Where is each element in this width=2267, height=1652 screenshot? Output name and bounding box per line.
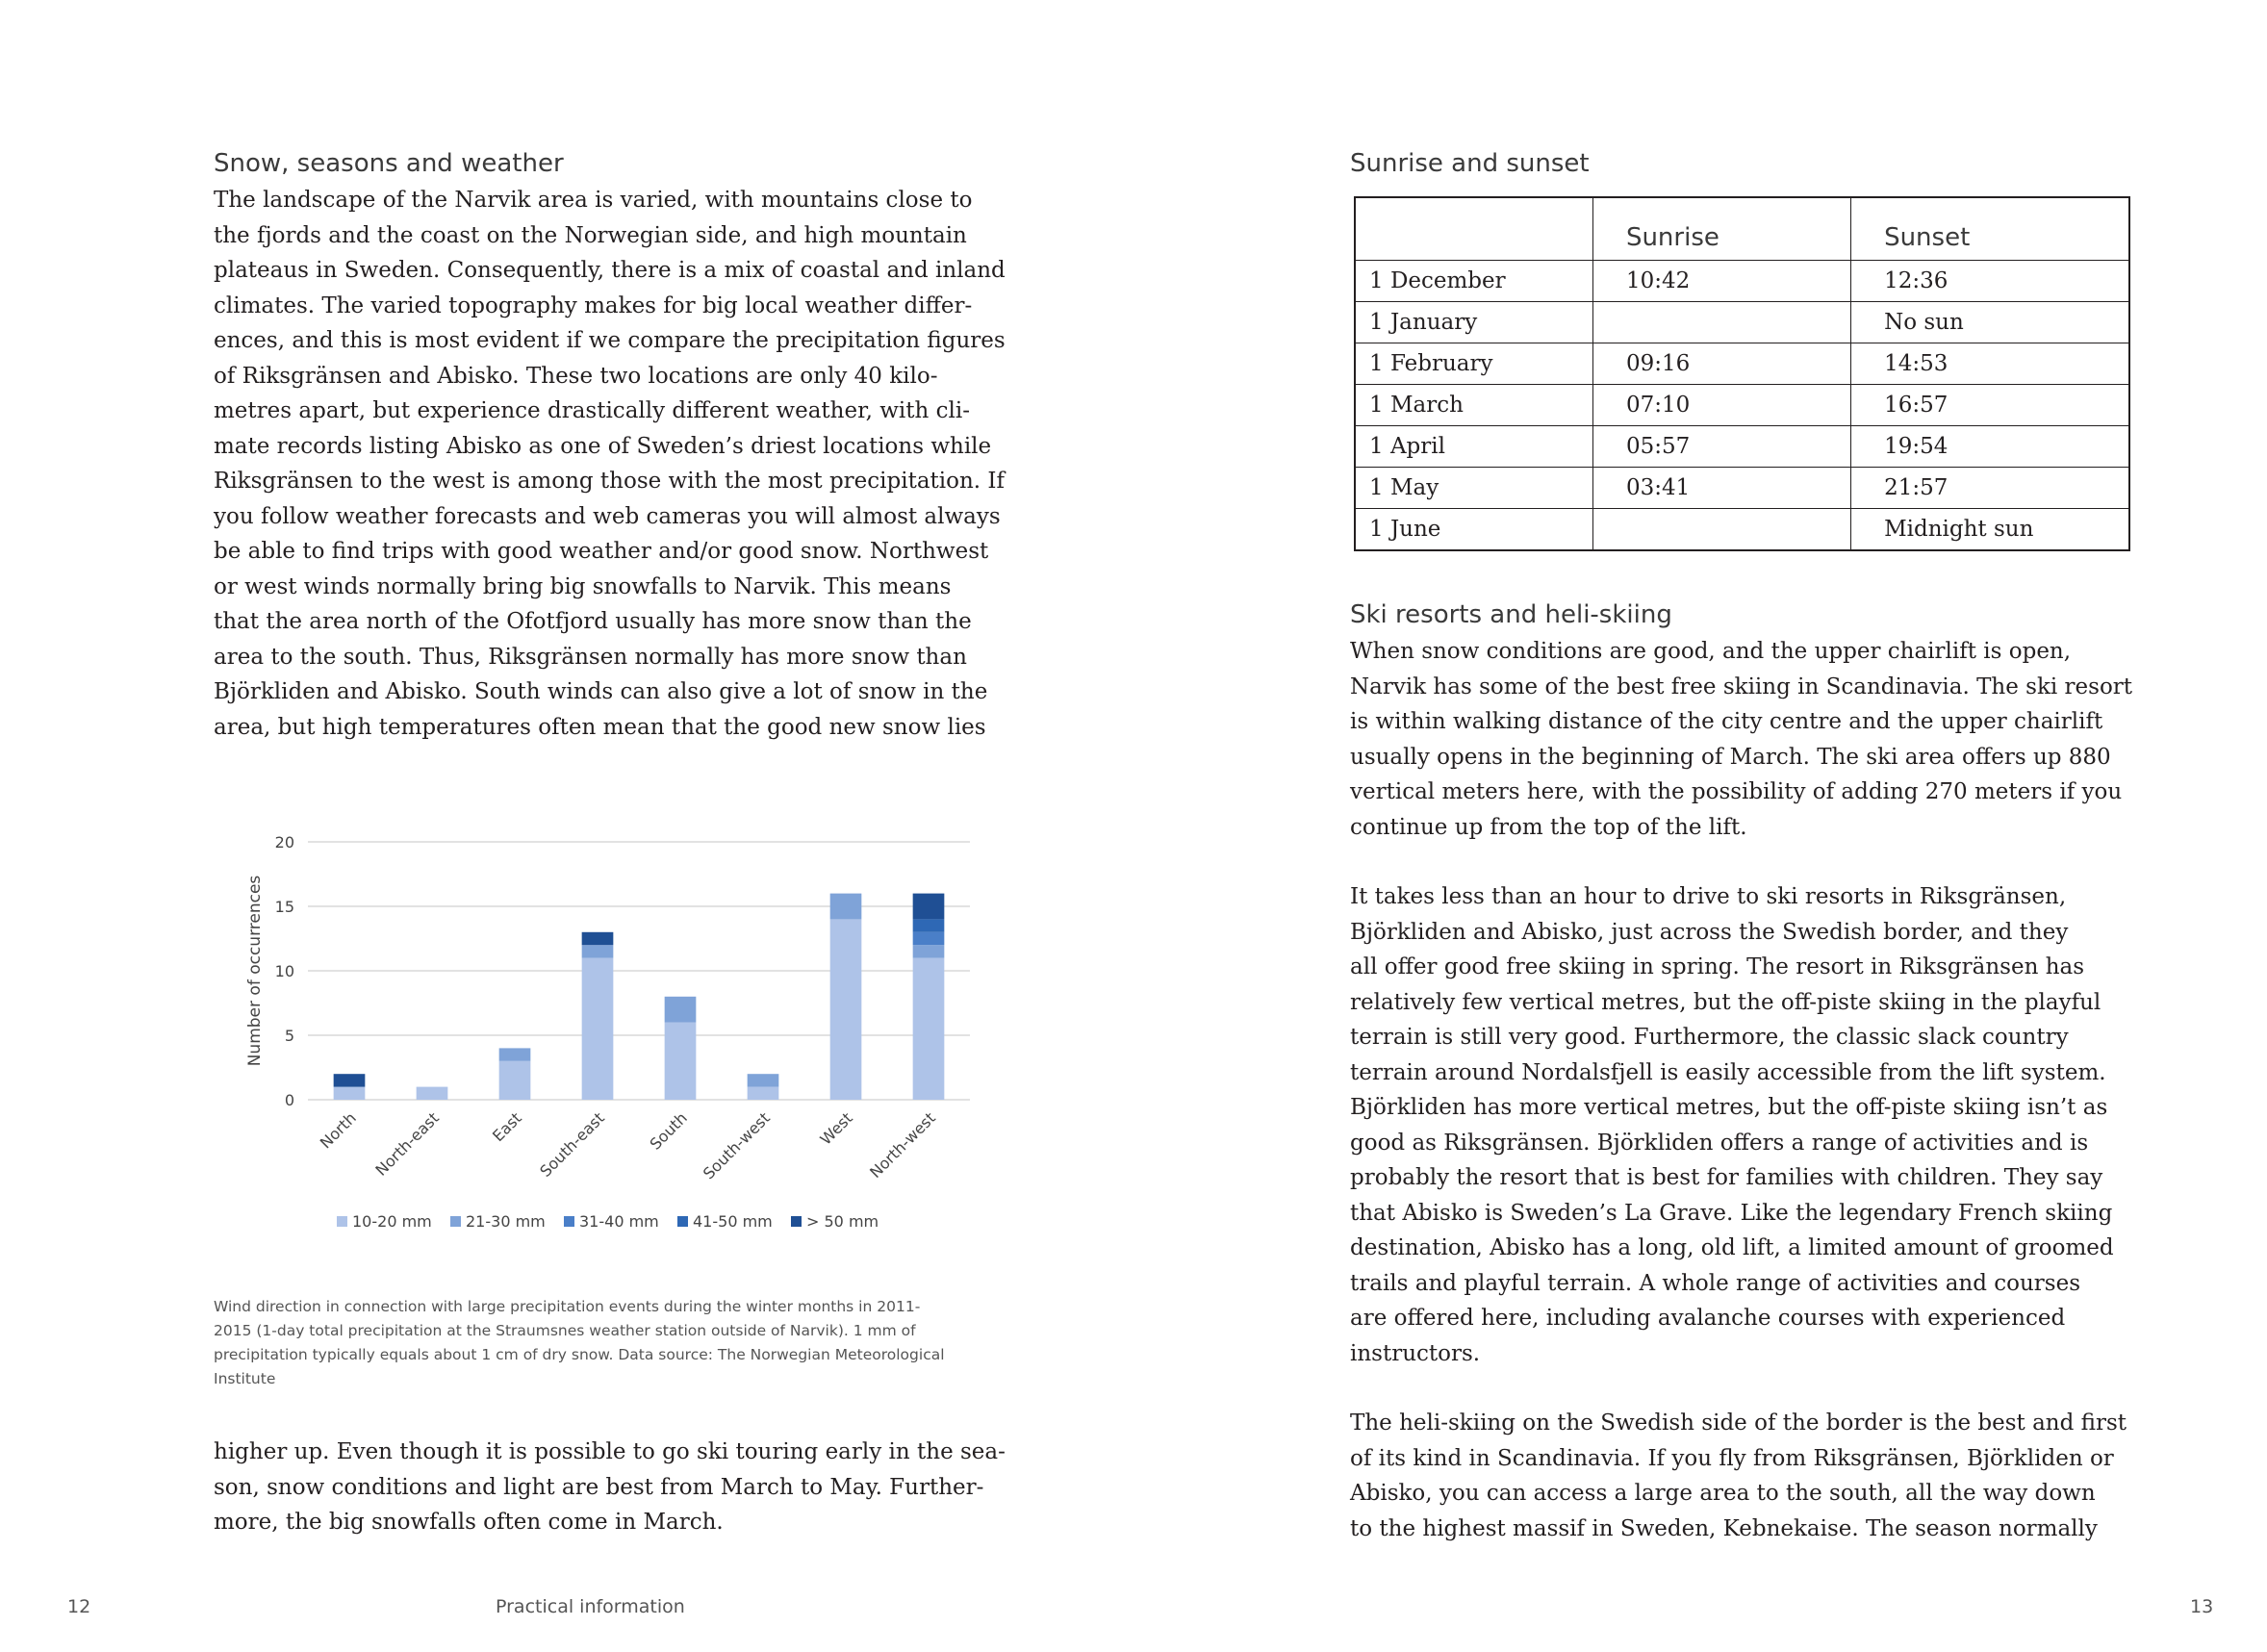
text-line: The heli-skiing on the Swedish side of the border is the best and first (1350, 1411, 2127, 1436)
text-line: area to the south. Thus, Riksgränsen normally has more snow than (214, 644, 967, 670)
table-cell-sunrise: 03:41 (1592, 468, 1850, 509)
text-line: or west winds normally bring big snowfalls to Narvik. This means (214, 573, 952, 599)
text-line: more, the big snowfalls often come in March. (214, 1510, 724, 1535)
legend-swatch (450, 1216, 461, 1227)
x-tick-label: South-east (536, 1108, 608, 1182)
y-tick-label: 0 (284, 1091, 294, 1109)
text-line: trails and playful terrain. A whole range of activities and courses (1350, 1270, 2081, 1296)
text-line: It takes less than an hour to drive to ski resorts in Riksgränsen, (1350, 884, 2067, 909)
text-line: ences, and this is most evident if we compare the precipitation figures (214, 328, 1006, 353)
text-line: vertical meters here, with the possibility of adding 270 meters if you (1350, 779, 2123, 804)
table-cell-sunset: 19:54 (1851, 426, 2129, 468)
bar-segment (499, 1061, 531, 1100)
x-tick-label: South-west (699, 1108, 774, 1183)
table-cell-sunset: Midnight sun (1851, 509, 2129, 551)
bar-segment (913, 932, 945, 945)
text-line: that Abisko is Sweden’s La Grave. Like the legendary French skiing (1350, 1200, 2113, 1226)
table-cell-sunrise: 07:10 (1592, 385, 1850, 426)
text-line: Riksgränsen to the west is among those with the most precipitation. If (214, 469, 1006, 494)
caption-line: Institute (214, 1370, 276, 1387)
x-tick-label: North-east (371, 1108, 443, 1180)
text-line: usually opens in the beginning of March. The ski area offers up 880 (1350, 744, 2111, 770)
table-cell-sunrise: 10:42 (1592, 261, 1850, 302)
bar-segment (748, 1087, 779, 1100)
body-text-ski-p3 (1350, 1406, 2178, 1546)
legend-item (337, 1212, 432, 1231)
section-heading-snow: Snow, seasons and weather (214, 149, 564, 178)
text-line: metres apart, but experience drastically different weather, with cli- (214, 398, 970, 423)
x-tick-label: South (646, 1108, 691, 1154)
text-line: higher up. Even though it is possible to go ski touring early in the sea- (214, 1439, 1006, 1464)
table-row (1355, 468, 2129, 509)
legend-label: > 50 mm (806, 1212, 879, 1231)
legend-item (450, 1212, 546, 1231)
text-line: relatively few vertical metres, but the off-piste skiing in the playful (1350, 989, 2101, 1015)
bar-segment (913, 958, 945, 1100)
bar-segment (913, 945, 945, 957)
text-line: Björkliden has more vertical metres, but the off-piste skiing isn’t as (1350, 1095, 2108, 1120)
bar-segment (499, 1048, 531, 1060)
table-row (1355, 426, 2129, 468)
legend-item (564, 1212, 659, 1231)
table-row (1355, 343, 2129, 385)
text-line: Abisko, you can access a large area to the south, all the way down (1350, 1481, 2096, 1506)
text-line: of Riksgränsen and Abisko. These two locations are only 40 kilo- (214, 363, 938, 389)
text-line: son, snow conditions and light are best from March to May. Further- (214, 1474, 984, 1500)
text-line: Björkliden and Abisko. South winds can also give a lot of snow in the (214, 679, 988, 704)
table-cell-date: 1 January (1355, 302, 1592, 343)
table-cell-date: 1 February (1355, 343, 1592, 385)
bar-segment (665, 997, 697, 1023)
table-row (1355, 385, 2129, 426)
text-line: plateaus in Sweden. Consequently, there is a mix of coastal and inland (214, 258, 1006, 283)
text-line: terrain is still very good. Furthermore, the classic slack country (1350, 1025, 2069, 1050)
text-line: mate records listing Abisko as one of Sweden’s driest locations while (214, 433, 992, 459)
table-cell-sunset: 21:57 (1851, 468, 2129, 509)
table-cell-date: 1 December (1355, 261, 1592, 302)
bar-segment (334, 1074, 366, 1086)
y-axis-label: Number of occurrences (245, 875, 265, 1067)
text-line: all offer good free skiing in spring. The resort in Riksgränsen has (1350, 954, 2085, 979)
text-line: is within walking distance of the city centre and the upper chairlift (1350, 709, 2103, 734)
bar-segment (830, 919, 862, 1100)
legend-swatch (337, 1216, 347, 1227)
text-line: The landscape of the Narvik area is varied, with mountains close to (214, 188, 973, 213)
x-tick-label: East (488, 1108, 525, 1146)
table-header-sunset: Sunset (1851, 197, 2129, 261)
text-line: destination, Abisko has a long, old lift, a limited amount of groomed (1350, 1235, 2114, 1260)
bar-segment (417, 1087, 448, 1100)
text-line: of its kind in Scandinavia. If you fly from Riksgränsen, Björkliden or (1350, 1445, 2114, 1471)
table-cell-sunrise (1592, 302, 1850, 343)
text-line: are offered here, including avalanche courses with experienced (1350, 1306, 2066, 1331)
legend-swatch (564, 1216, 574, 1227)
text-line: continue up from the top of the lift. (1350, 814, 1747, 840)
text-line: be able to find trips with good weather and/or good snow. Northwest (214, 539, 989, 564)
legend-label: 41-50 mm (693, 1212, 773, 1231)
bar-segment (913, 919, 945, 931)
body-text-ski-p1 (1350, 634, 2178, 845)
text-line: Narvik has some of the best free skiing in Scandinavia. The ski resort (1350, 674, 2133, 699)
text-line: climates. The varied topography makes for big local weather differ- (214, 292, 973, 318)
legend-item (677, 1212, 773, 1231)
y-tick-label: 15 (274, 898, 294, 916)
table-cell-sunset: 14:53 (1851, 343, 2129, 385)
caption-line: precipitation typically equals about 1 cm of dry snow. Data source: The Norwegian Meteorological (214, 1346, 945, 1363)
legend-swatch (791, 1216, 802, 1227)
table-header-blank (1355, 197, 1592, 261)
x-tick-label: West (816, 1108, 856, 1149)
text-line: good as Riksgränsen. Björkliden offers a range of activities and is (1350, 1130, 2089, 1156)
table-cell-sunrise: 09:16 (1592, 343, 1850, 385)
bar-segment (748, 1074, 779, 1086)
body-text-ski-p2 (1350, 879, 2178, 1371)
x-tick-label: North-west (866, 1108, 939, 1182)
bar-segment (582, 958, 614, 1100)
table-cell-sunset: No sun (1851, 302, 2129, 343)
precipitation-wind-chart (229, 823, 989, 1275)
table-cell-sunrise: 05:57 (1592, 426, 1850, 468)
text-line: terrain around Nordalsfjell is easily accessible from the lift system. (1350, 1059, 2106, 1085)
section-heading-sunrise: Sunrise and sunset (1350, 149, 1590, 178)
text-line: area, but high temperatures often mean that the good new snow lies (214, 714, 986, 740)
caption-line: Wind direction in connection with large precipitation events during the winter months in 2011- (214, 1298, 921, 1315)
table-cell-date: 1 March (1355, 385, 1592, 426)
text-line: that the area north of the Ofotfjord usually has more snow than the (214, 609, 972, 634)
body-text-snow (214, 183, 1041, 745)
text-line: you follow weather forecasts and web cameras you will almost always (214, 503, 1001, 529)
table-cell-date: 1 April (1355, 426, 1592, 468)
chart-caption (214, 1295, 983, 1391)
table-cell-sunset: 16:57 (1851, 385, 2129, 426)
bar-segment (913, 894, 945, 920)
y-tick-label: 10 (274, 962, 294, 980)
text-line: probably the resort that is best for families with children. They say (1350, 1165, 2103, 1190)
legend-label: 10-20 mm (352, 1212, 432, 1231)
bar-segment (582, 945, 614, 957)
sunrise-sunset-table (1354, 196, 2130, 551)
bar-segment (334, 1087, 366, 1100)
bar-segment (665, 1023, 697, 1100)
table-cell-sunrise (1592, 509, 1850, 551)
table-header-sunrise: Sunrise (1592, 197, 1850, 261)
body-text-snow-continued (214, 1435, 1041, 1540)
legend-label: 31-40 mm (579, 1212, 659, 1231)
text-line: to the highest massif in Sweden, Kebnekaise. The season normally (1350, 1515, 2098, 1541)
table-row (1355, 509, 2129, 551)
text-line: instructors. (1350, 1340, 1481, 1366)
table-header-row (1355, 197, 2129, 261)
legend-label: 21-30 mm (466, 1212, 546, 1231)
bar-segment (582, 932, 614, 945)
table-row (1355, 302, 2129, 343)
text-line: When snow conditions are good, and the upper chairlift is open, (1350, 639, 2072, 664)
text-line: the fjords and the coast on the Norwegian side, and high mountain (214, 222, 967, 248)
footer-section-title: Practical information (496, 1596, 685, 1617)
table-cell-sunset: 12:36 (1851, 261, 2129, 302)
section-heading-ski: Ski resorts and heli-skiing (1350, 600, 1672, 629)
caption-line: 2015 (1-day total precipitation at the Straumsnes weather station outside of Narvik). 1 mm of (214, 1322, 916, 1339)
y-tick-label: 5 (284, 1027, 294, 1045)
legend-swatch (677, 1216, 688, 1227)
page-number-left: 12 (67, 1596, 91, 1617)
text-line: Björkliden and Abisko, just across the Swedish border, and they (1350, 919, 2069, 945)
table-row (1355, 261, 2129, 302)
table-cell-date: 1 June (1355, 509, 1592, 551)
bar-segment (830, 894, 862, 920)
page-number-right: 13 (2190, 1596, 2214, 1617)
y-tick-label: 20 (274, 833, 294, 851)
x-tick-label: North (316, 1108, 360, 1153)
legend-item (791, 1212, 879, 1231)
table-cell-date: 1 May (1355, 468, 1592, 509)
